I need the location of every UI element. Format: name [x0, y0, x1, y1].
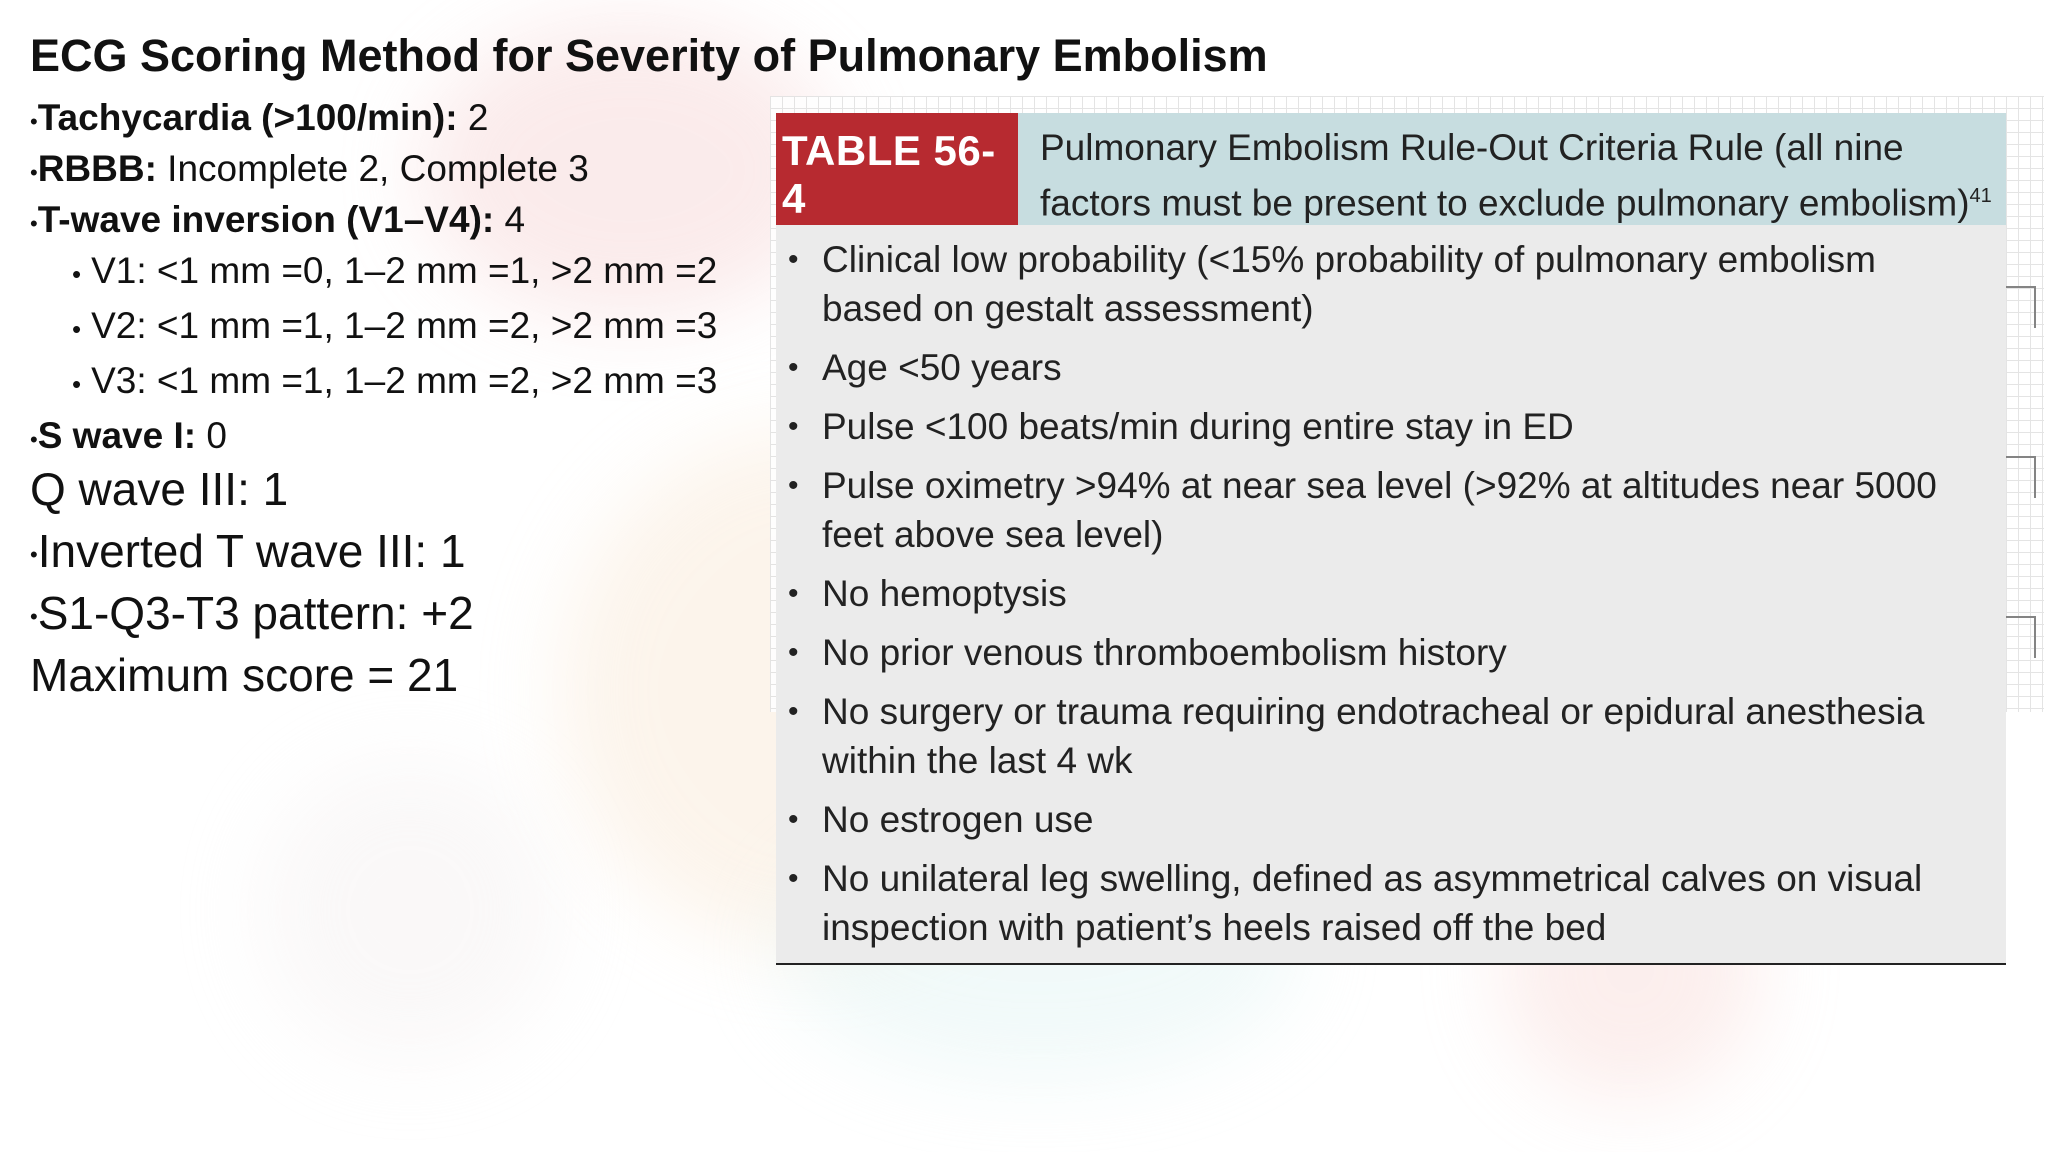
table-item-text: Pulse oximetry >94% at near sea level (>92% at altitudes near 5000 feet above sea level)	[822, 465, 1937, 555]
table-item	[776, 343, 2006, 392]
table-item-text: Age <50 years	[822, 347, 1062, 388]
criterion-s-wave	[30, 410, 717, 461]
criterion-label: RBBB:	[37, 148, 157, 189]
sub-criterion-text: V3: <1 mm =1, 1–2 mm =2, >2 mm =3	[91, 360, 718, 401]
table-item-text: Clinical low probability (<15% probability of pulmonary embolism based on gestalt assessment)	[822, 239, 1876, 329]
ecg-trace	[2002, 616, 2036, 658]
slide-title: ECG Scoring Method for Severity of Pulmonary Embolism	[30, 30, 1268, 81]
bullet-icon: •	[72, 369, 82, 399]
perc-rule-table	[776, 113, 2006, 965]
criterion-q-wave	[30, 458, 474, 520]
criterion-text: Q wave III: 1	[30, 463, 289, 515]
bullet-icon: •	[788, 243, 799, 276]
bullet-icon: •	[788, 636, 799, 669]
bullet-icon: •	[788, 351, 799, 384]
criterion-value: 2	[457, 97, 489, 138]
bullet-icon: •	[788, 803, 799, 836]
bullet-icon: •	[788, 469, 799, 502]
additional-criteria-list	[30, 458, 474, 706]
table-title-text: Pulmonary Embolism Rule-Out Criteria Rule (all nine factors must be present to exclude pulmonary embolism)	[1040, 127, 1970, 224]
criterion-text: Maximum score = 21	[30, 649, 459, 701]
criterion-t-wave-inversion	[30, 194, 717, 245]
criterion-text: S1-Q3-T3 pattern: +2	[37, 587, 474, 639]
criterion-value: Incomplete 2, Complete 3	[156, 148, 589, 189]
sub-criterion-v1	[30, 245, 717, 300]
sub-criterion-text: V1: <1 mm =0, 1–2 mm =1, >2 mm =2	[91, 250, 718, 291]
table-item	[776, 854, 2006, 952]
table-header	[776, 113, 2006, 225]
table-item-text: No hemoptysis	[822, 573, 1067, 614]
table-title	[1018, 113, 2006, 225]
table-item-text: No prior venous thromboembolism history	[822, 632, 1507, 673]
table-item	[776, 795, 2006, 844]
sub-criterion-text: V2: <1 mm =1, 1–2 mm =2, >2 mm =3	[91, 305, 718, 346]
table-item-text: No surgery or trauma requiring endotracheal or epidural anesthesia within the last 4 wk	[822, 691, 1925, 781]
criterion-text: Inverted T wave III: 1	[37, 525, 466, 577]
table-item	[776, 628, 2006, 677]
table-items	[776, 225, 2006, 952]
bullet-icon: •	[788, 862, 799, 895]
criterion-tachycardia	[30, 92, 717, 143]
table-item-text: No unilateral leg swelling, defined as asymmetrical calves on visual inspection with patient’s heels raised off the bed	[822, 858, 1923, 948]
score-criteria-list	[30, 92, 717, 461]
table-title-reference: 41	[1969, 185, 1992, 207]
table-item-text: Pulse <100 beats/min during entire stay in ED	[822, 406, 1574, 447]
maximum-score	[30, 644, 474, 706]
table-item	[776, 461, 2006, 559]
table-item	[776, 569, 2006, 618]
bullet-icon: •	[30, 542, 38, 567]
table-number-tag: TABLE 56-4	[776, 113, 1018, 225]
criterion-value: 0	[196, 415, 227, 456]
bullet-icon: •	[72, 314, 82, 344]
sub-criterion-v2	[30, 300, 717, 355]
bullet-icon: •	[30, 604, 38, 629]
table-item	[776, 235, 2006, 333]
criterion-label: S wave I:	[37, 415, 197, 456]
bullet-icon: •	[30, 211, 38, 236]
table-item	[776, 402, 2006, 451]
bullet-icon: •	[30, 427, 38, 452]
ecg-trace	[2002, 456, 2036, 498]
bullet-icon: •	[788, 410, 799, 443]
bullet-icon: •	[30, 160, 38, 185]
criterion-inverted-t-wave	[30, 520, 474, 582]
sub-criterion-v3	[30, 355, 717, 410]
criterion-label: Tachycardia (>100/min):	[37, 97, 458, 138]
ecg-trace	[2002, 286, 2036, 328]
criterion-s1q3t3	[30, 582, 474, 644]
criterion-rbbb	[30, 143, 717, 194]
bullet-icon: •	[788, 695, 799, 728]
bullet-icon: •	[30, 109, 38, 134]
bullet-icon: •	[72, 259, 82, 289]
criterion-value: 4	[494, 199, 526, 240]
background-decoration	[260, 760, 560, 1060]
bullet-icon: •	[788, 577, 799, 610]
table-item-text: No estrogen use	[822, 799, 1094, 840]
table-item	[776, 687, 2006, 785]
criterion-label: T-wave inversion (V1–V4):	[37, 199, 495, 240]
